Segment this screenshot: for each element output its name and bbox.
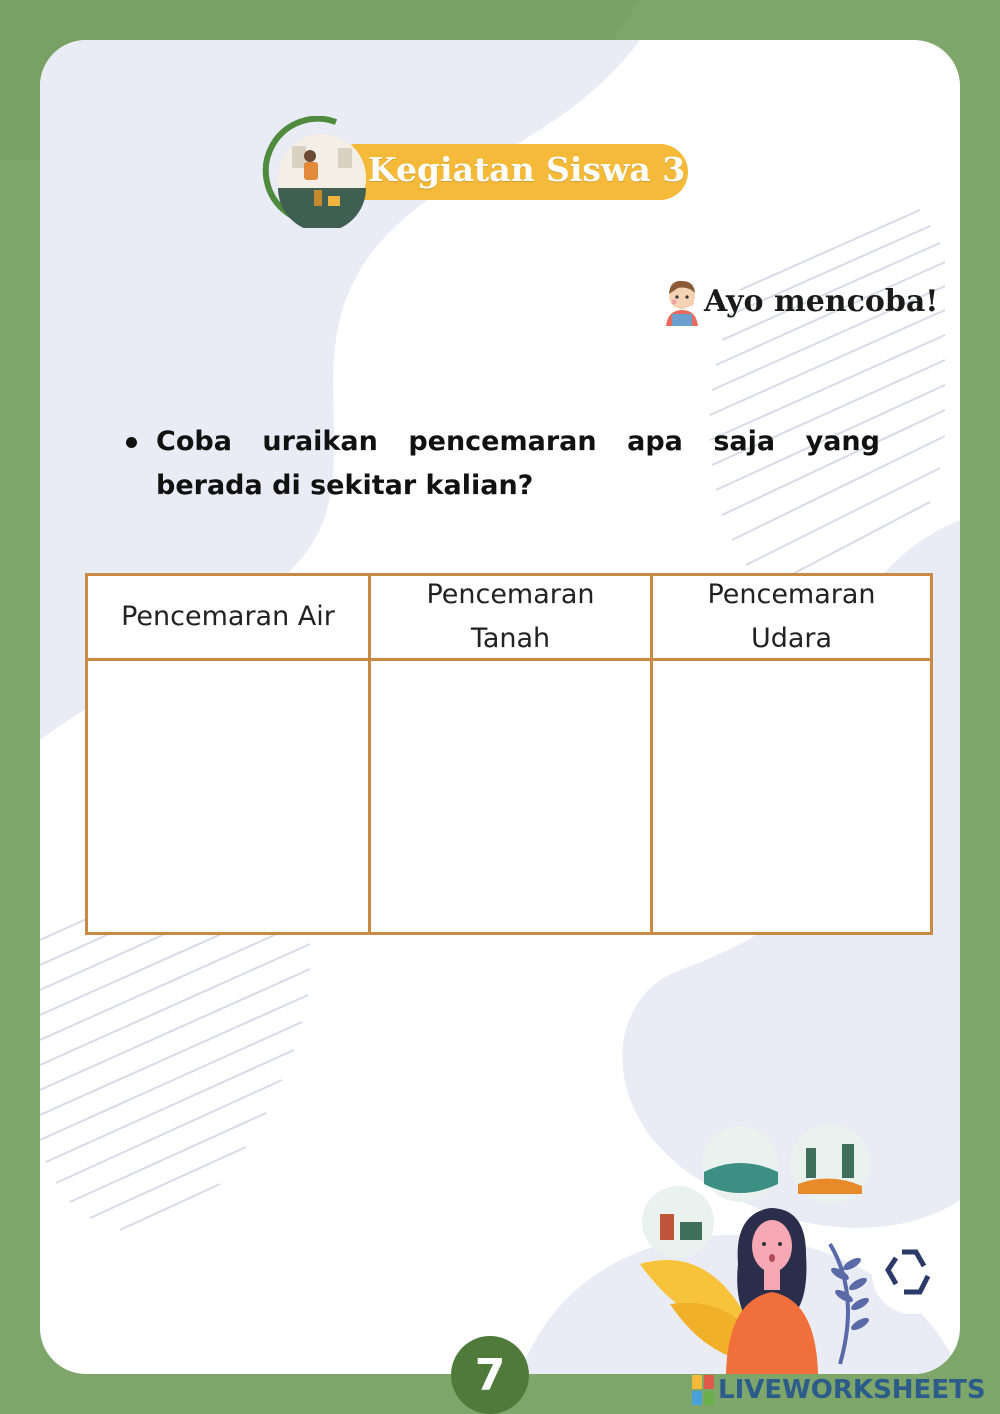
question-word: Coba xyxy=(156,426,232,457)
pollution-scene-icon xyxy=(258,116,370,228)
liveworksheets-brand[interactable] xyxy=(692,1372,986,1408)
badge-title: Kegiatan Siswa 3 xyxy=(368,150,686,189)
answer-cell-air[interactable] xyxy=(653,661,930,932)
pollution-table xyxy=(85,573,933,935)
question-word: saja xyxy=(713,426,776,457)
answer-cell-water[interactable] xyxy=(88,661,368,932)
question-line-2: berada di sekitar kalian? xyxy=(156,470,534,501)
header-line: Pencemaran xyxy=(707,579,876,610)
try-prompt xyxy=(660,276,939,328)
thinking-child-icon xyxy=(660,276,704,326)
header-soil-pollution xyxy=(371,576,650,658)
question-word: apa xyxy=(627,426,683,457)
question-line-1 xyxy=(156,420,880,464)
header-line: Tanah xyxy=(470,623,551,654)
bullet xyxy=(126,437,137,448)
header-line: Pencemaran Air xyxy=(121,601,335,632)
question-word: yang xyxy=(805,426,880,457)
header-line: Pencemaran xyxy=(426,579,595,610)
header-air-pollution xyxy=(653,576,930,658)
page-number: 7 xyxy=(451,1336,529,1414)
activity-badge xyxy=(258,116,698,228)
header-line: Udara xyxy=(750,623,833,654)
brand-label: LIVEWORKSHEETS xyxy=(718,1375,986,1405)
try-prompt-label: Ayo mencoba! xyxy=(704,284,939,319)
environment-woman-illustration xyxy=(630,1124,960,1374)
answer-cell-soil[interactable] xyxy=(371,661,650,932)
question-word: pencemaran xyxy=(408,426,597,457)
liveworksheets-logo-icon xyxy=(692,1375,716,1405)
header-water-pollution xyxy=(88,576,368,658)
question-word: uraikan xyxy=(262,426,378,457)
